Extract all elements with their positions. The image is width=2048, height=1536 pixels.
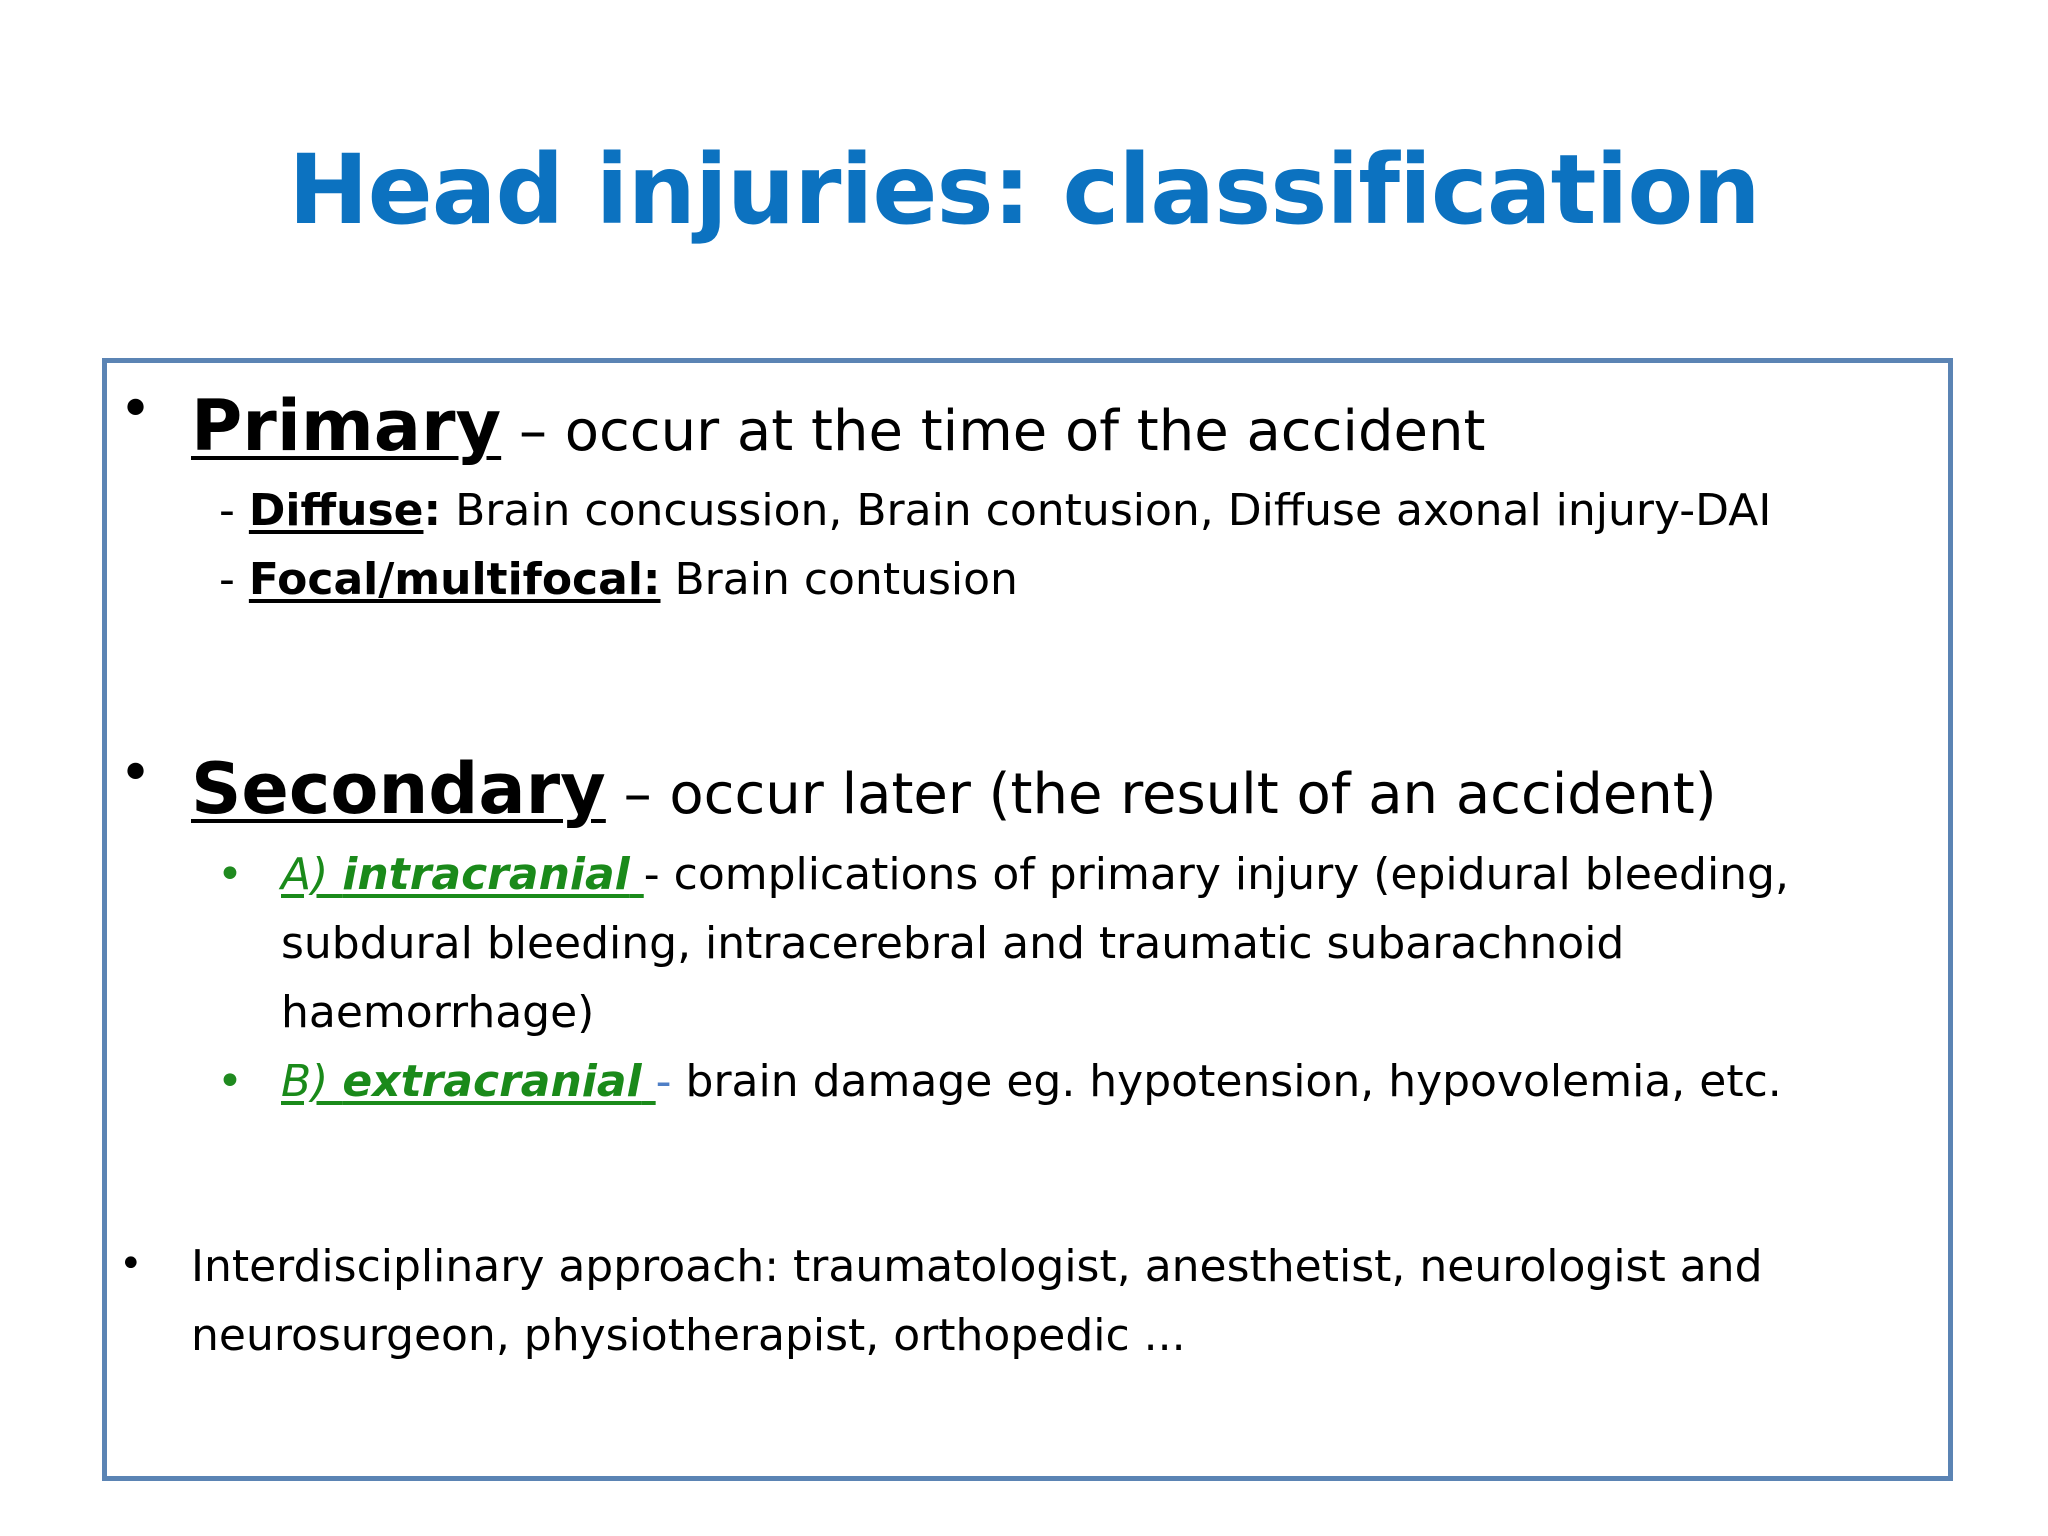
item-prefix: - <box>219 485 249 536</box>
intracranial-line-1 <box>281 849 1789 900</box>
intracranial-line-3: haemorrhage) <box>281 987 595 1038</box>
intracranial-dash: - <box>643 849 660 900</box>
secondary-term: Secondary <box>191 748 606 830</box>
diffuse-text: Brain concussion, Brain contusion, Diffuse axonal injury-DAI <box>441 485 1772 536</box>
label-suffix <box>642 1056 656 1107</box>
intracranial-text-1: complications of primary injury (epidural bleeding, <box>659 849 1789 900</box>
extracranial-text-1: brain damage eg. hypotension, hypovolemia, etc. <box>671 1056 1782 1107</box>
interdisciplinary-bullet: • <box>119 1241 143 1287</box>
primary-term: Primary <box>191 385 502 467</box>
slide-title: Head injuries: classification <box>288 134 1760 246</box>
label-prefix: B) <box>281 1056 343 1107</box>
intracranial-line-2: subdural bleeding, intracerebral and traumatic subarachnoid <box>281 918 1625 969</box>
primary-item-diffuse <box>219 485 1771 536</box>
primary-item-focal <box>219 554 1018 605</box>
extracranial-label <box>281 1056 656 1107</box>
label-suffix <box>630 849 644 900</box>
extracranial-line-1 <box>281 1056 1782 1107</box>
extracranial-dash: - <box>655 1056 672 1107</box>
diffuse-term: Diffuse <box>248 485 424 536</box>
secondary-description: – occur later (the result of an accident) <box>605 762 1717 827</box>
primary-bullet: • <box>119 377 153 442</box>
focal-text: Brain contusion <box>660 554 1018 605</box>
diffuse-colon: : <box>423 485 442 536</box>
item-prefix: - <box>219 554 249 605</box>
interdisciplinary-line-2: neurosurgeon, physiotherapist, orthopedic ... <box>191 1310 1186 1361</box>
intracranial-term: intracranial <box>342 849 630 900</box>
content-box <box>102 358 1953 1481</box>
focal-term: Focal/multifocal: <box>248 554 661 605</box>
interdisciplinary-line-1: Interdisciplinary approach: traumatologist, anesthetist, neurologist and <box>191 1241 1763 1292</box>
extracranial-term: extracranial <box>342 1056 642 1107</box>
secondary-bullet: • <box>119 741 153 806</box>
intracranial-bullet: • <box>217 849 243 900</box>
extracranial-bullet: • <box>217 1056 243 1107</box>
intracranial-label <box>281 849 644 900</box>
primary-description: – occur at the time of the accident <box>501 399 1486 464</box>
secondary-heading <box>191 748 1717 830</box>
primary-heading <box>191 385 1485 467</box>
label-prefix: A) <box>281 849 343 900</box>
